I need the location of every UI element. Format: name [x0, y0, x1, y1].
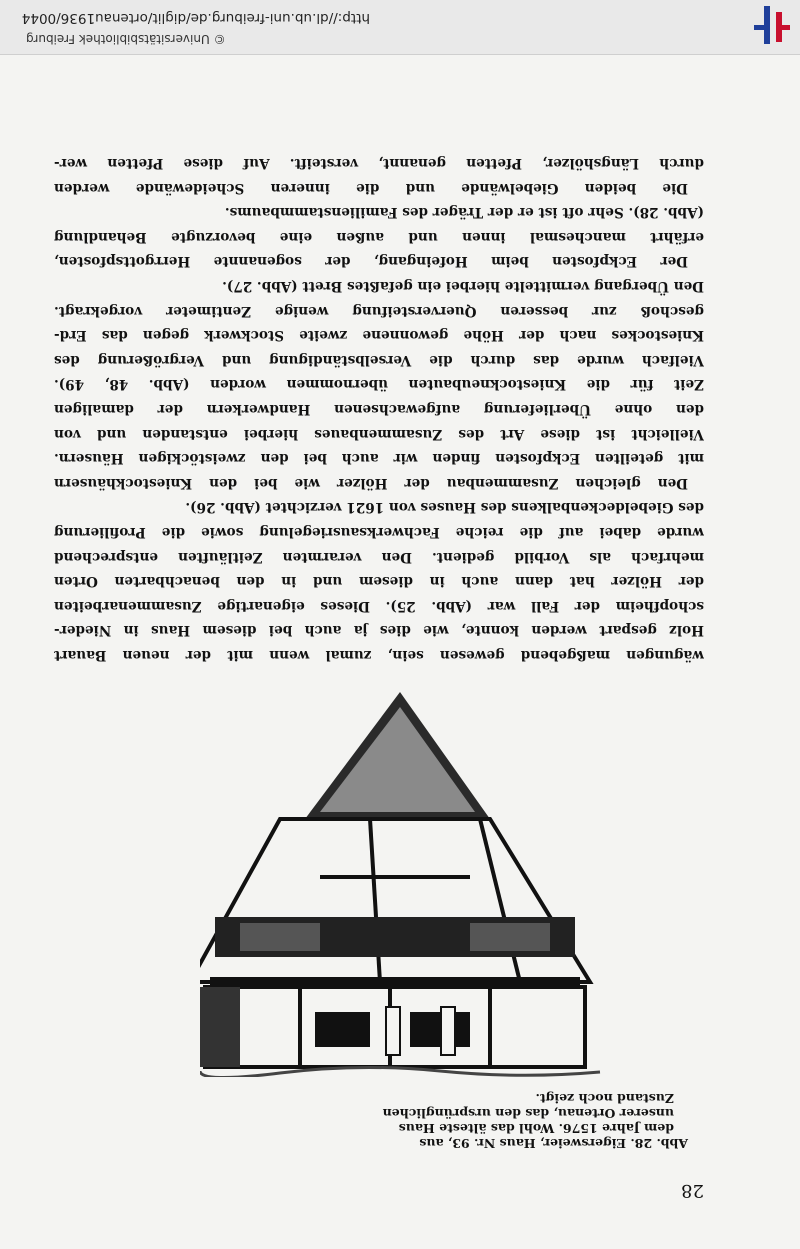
gable-wall	[200, 819, 590, 982]
text-line: Zeit für die Kniestockneubauten übernommen worden (Abb. 48, 49).	[54, 376, 704, 393]
text-line: wurde dabei auf die reiche Fachwerksausriegelung sowie die Profilierung	[54, 524, 704, 541]
text-line: den ohne Überlieferung aufgewachsenen Handwerkern der damaligen	[54, 401, 704, 418]
text-line: wägungen maßgebend gewesen sein, zumal wenn mit der neuen Bauart	[54, 647, 704, 663]
text-line: Die beiden Giebelwände und die inneren Scheidewände werden	[54, 179, 688, 196]
caption-line: Abb. 28. Eigersweier, Haus Nr. 93, aus	[419, 1136, 688, 1151]
roof-inner	[320, 707, 475, 812]
text-line: geschoß zur besseren Querversteifung wenige Zentimeter vorgekragt.	[54, 302, 704, 319]
logo-blue-cross	[754, 25, 770, 30]
figure-caption	[382, 1091, 688, 1151]
logo-red-cross	[776, 25, 790, 30]
text-line: (Abb. 28). Sehr oft ist er der Träger des Familienstammbaums.	[224, 204, 704, 221]
text-line: Vielleicht ist diese Art des Zusammenbaues hierbei entstanden und von	[54, 425, 704, 442]
text-line: durch Längshölzer, Pfetten genannt, versteift. Auf diese Pfetten wer-	[54, 155, 704, 172]
copyright-credit: © Universitätsbibliothek Freiburg	[26, 32, 226, 46]
text-line: Holz gespart werden konnte, wie dies ja auch bei diesem Haus in Nieder-	[54, 622, 704, 639]
text-line: Den Übergang vermittelte hierbei ein gefaßtes Brett (Abb. 27).	[222, 278, 704, 295]
text-line: Vielfach wurde das durch die Verselbständigung und Vergrößerung des	[54, 351, 704, 368]
text-line: Der Eckpfosten beim Hofeingang, der sogenannte Herrgottspfosten,	[54, 253, 688, 270]
text-line: mit geteilten Eckpfosten finden wir auch bei den zweistöckigen Häusern.	[54, 450, 704, 467]
half-timbered-house-icon	[200, 692, 700, 1077]
text-line: mehrfach als Vorbild gedient. Den verarmten Zeitläuften entsprechend	[54, 548, 704, 565]
text-line: erfährt manchesmal innen und außen eine bevorzugte Behandlung	[54, 228, 704, 245]
document-url-link[interactable]: http://dl.ub.uni-freiburg.de/diglit/ortenau1936/0044	[21, 10, 370, 26]
text-line: Den gleichen Zusammenbau der Hölzer wie bei den Kniestockhäusern	[54, 474, 688, 491]
caption-line: Zustand noch zeigt.	[535, 1091, 674, 1106]
text-line: Kniestockes nach der Höhe gewonnene zweite Stockwerk gegen das Erd-	[54, 327, 704, 344]
body-text	[54, 151, 704, 667]
text-line: schopfheim der Fall war (Abb. 25). Dieses eigenartige Zusammenarbeiten	[54, 597, 704, 614]
page-number: 28	[681, 1180, 704, 1201]
caption-line: unserer Ortenau, das den ursprünglichen	[382, 1106, 674, 1121]
text-line: des Giebeldeckenbalkens des Hauses von 1621 verzichtet (Abb. 26).	[185, 499, 704, 516]
text-line: der Hölzer hat dann auch in diesem und in den benachbarten Orten	[54, 573, 704, 590]
ub-freiburg-logo-icon[interactable]	[752, 4, 792, 48]
caption-line: dem Jahre 1576. Wohl das älteste Haus	[398, 1121, 674, 1136]
library-header-bar	[0, 0, 800, 55]
